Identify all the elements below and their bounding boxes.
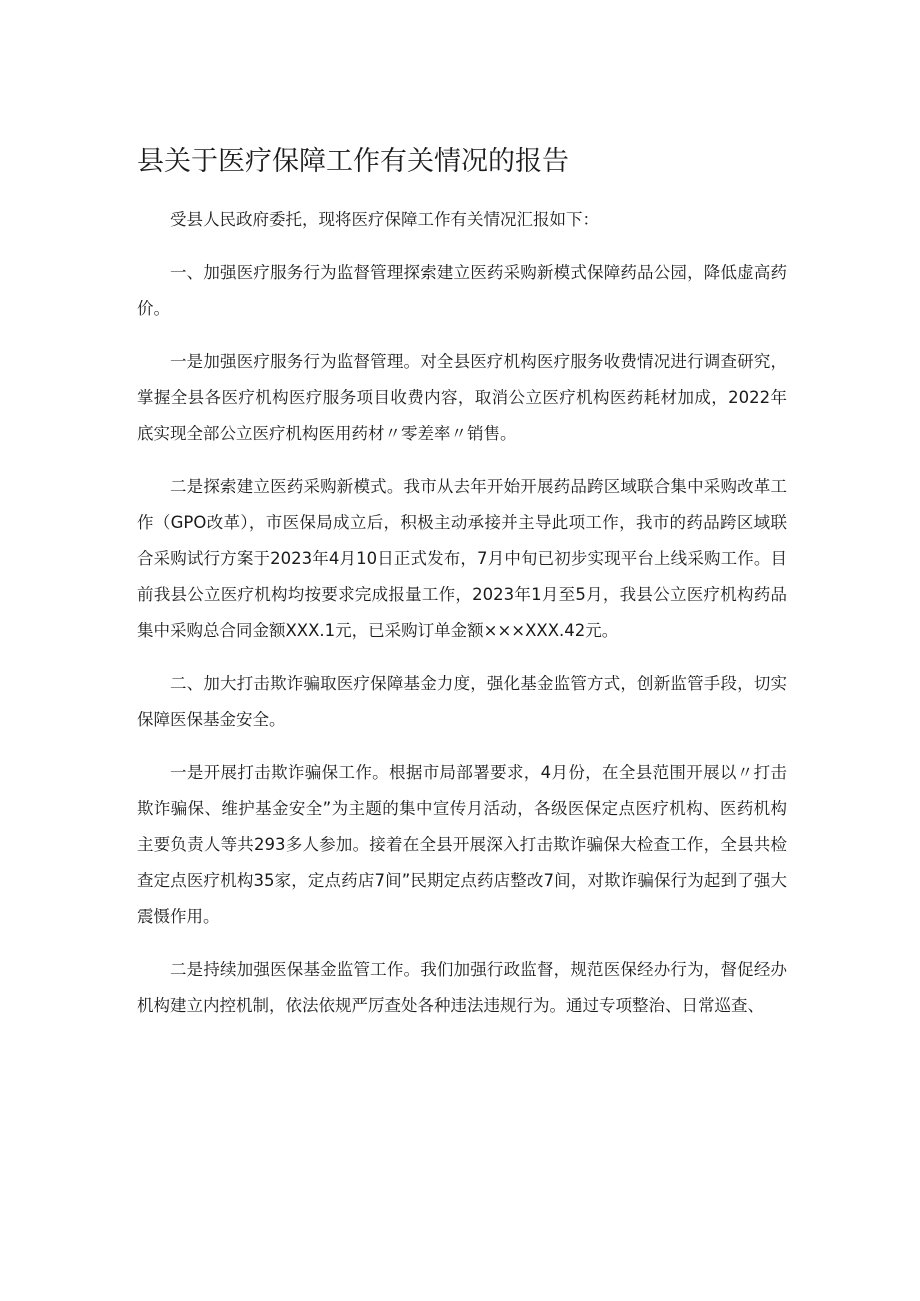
paragraph-intro: 受县人民政府委托，现将医疗保障工作有关情况汇报如下： xyxy=(170,210,599,229)
document-body xyxy=(137,202,787,1041)
paragraph-1-1: 一是加强医疗服务行为监督管理。对全县医疗机构医疗服务收费情况进行调查研究，掌握全县各医疗机构医疗服务项目收费内容，取消公立医疗机构医药耗材加成，2022年底实现全部公立医疗机构医用药材〃零差率〃销售。 xyxy=(137,352,787,443)
document-title: 县关于医疗保障工作有关情况的报告 xyxy=(137,146,569,177)
paragraph-2-2: 二是持续加强医保基金监管工作。我们加强行政监督，规范医保经办行为，督促经办机构建立内控机制，依法依规严厉查处各种违法违规行为。通过专项整治、日常巡查、 xyxy=(137,960,787,1015)
paragraph-2-1: 一是开展打击欺诈骗保工作。根据市局部署要求，4月份，在全县范围开展以〃打击欺诈骗保、维护基金安全”为主题的集中宣传月活动，各级医保定点医疗机构、医药机构主要负责人等共293多人参加。接着在全县开展深入打击欺诈骗保大检查工作，全县共检查定点医疗机构35家，定点药店7间”民期定点药店整改7间，对欺诈骗保行为起到了强大震慑作用。 xyxy=(137,763,787,926)
section-heading-1: 一、加强医疗服务行为监督管理探索建立医药采购新模式保障药品公园，降低虚高药价。 xyxy=(137,263,787,318)
section-heading-2: 二、加大打击欺诈骗取医疗保障基金力度，强化基金监管方式，创新监管手段，切实保障医保基金安全。 xyxy=(137,674,787,729)
paragraph-1-2: 二是探索建立医药采购新模式。我市从去年开始开展药品跨区域联合集中采购改革工作（GPO改革），市医保局成立后，积极主动承接并主导此项工作，我市的药品跨区域联合采购试行方案于2023年4月10日正式发布，7月中旬已初步实现平台上线采购工作。目前我县公立医疗机构均按要求完成报量工作，2023年1月至5月，我县公立医疗机构药品集中采购总合同金额XXX.1元，已采购订单金额×××XXX.42元。 xyxy=(137,477,787,640)
